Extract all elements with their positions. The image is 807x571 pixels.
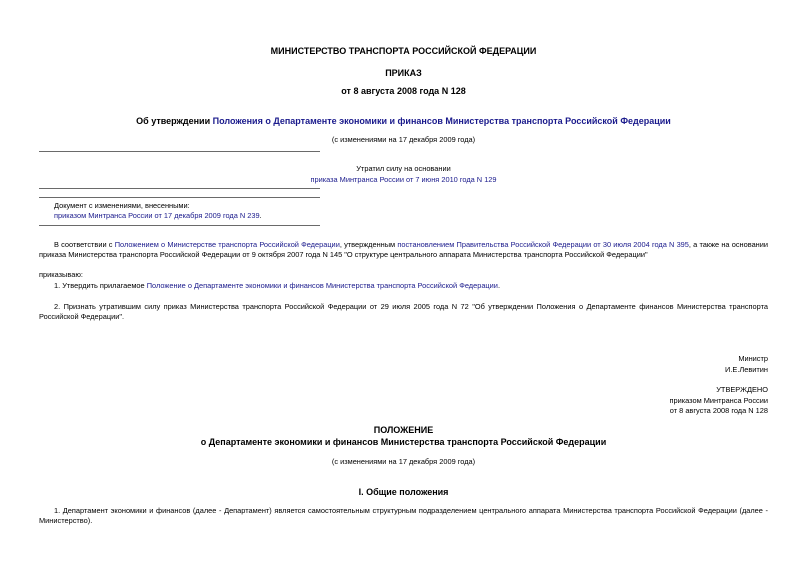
- regulation-subtitle: о Департаменте экономики и финансов Министерства транспорта Российской Федерации: [200, 437, 607, 447]
- ministry-regulation-link[interactable]: Положением о Министерстве транспорта Российской Федерации: [114, 240, 340, 249]
- divider: [39, 151, 320, 152]
- preamble-text: , а также на основании приказа Министерства транспорта Российской Федерации от 9 октября 2007 года N 145 "О структуре центрального аппарата Министерства транспорта Российской Федерации": [39, 240, 769, 259]
- preamble-text: В соответствии с: [54, 240, 115, 249]
- amendments-suffix: .: [259, 211, 262, 220]
- signature-name: И.Е.Левитин: [725, 365, 768, 374]
- repeal-label: Утратил силу на основании: [356, 164, 451, 173]
- signature-position: Министр: [738, 354, 768, 363]
- government-decree-link[interactable]: постановлением Правительства Российской Федерации от 30 июля 2004 года N 395: [397, 240, 689, 249]
- repeal-order-link[interactable]: приказа Минтранса России от 7 июня 2010 года N 129: [310, 175, 497, 184]
- order-item-2: 2. Признать утратившим силу приказ Министерства транспорта Российской Федерации от 29 июля 2005 года N 72 "Об утверждении Положения о Департаменте финансов Министерства транспорта Российской Федерации".: [39, 302, 768, 321]
- repeal-info: [0, 175, 807, 185]
- doc-changes-note: (с изменениями на 17 декабря 2009 года): [331, 135, 476, 144]
- order-item-text: .: [497, 281, 500, 290]
- approval-date: от 8 августа 2008 года N 128: [669, 406, 768, 415]
- preamble-paragraph: [39, 240, 768, 260]
- ministry-heading: МИНИСТЕРСТВО ТРАНСПОРТА РОССИЙСКОЙ ФЕДЕРАЦИИ: [270, 46, 537, 56]
- order-word: приказываю:: [39, 270, 83, 279]
- doc-title-prefix: Об утверждении: [136, 116, 213, 126]
- doc-title-link[interactable]: Положения о Департаменте экономики и финансов Министерства транспорта Российской Федерации: [212, 116, 671, 126]
- doc-title: [0, 116, 807, 126]
- amendments-info: [54, 211, 262, 221]
- divider: [39, 188, 320, 189]
- divider: [39, 225, 320, 226]
- order-item-1: [54, 281, 500, 291]
- amendments-label: Документ с изменениями, внесенными:: [54, 201, 190, 210]
- regulation-title: ПОЛОЖЕНИЕ: [373, 425, 434, 435]
- amendments-order-link[interactable]: приказом Минтранса России от 17 декабря 2009 года N 239: [54, 211, 260, 220]
- order-item-text: 1. Утвердить прилагаемое: [54, 281, 147, 290]
- regulation-changes-note: (с изменениями на 17 декабря 2009 года): [331, 457, 476, 466]
- doc-type-heading: ПРИКАЗ: [385, 68, 422, 78]
- approval-heading: УТВЕРЖДЕНО: [716, 385, 768, 394]
- doc-date-number: от 8 августа 2008 года N 128: [341, 86, 466, 96]
- section-title: I. Общие положения: [358, 487, 449, 497]
- regulation-paragraph-1: 1. Департамент экономики и финансов (далее - Департамент) является самостоятельным структурным подразделением центрального аппарата Министерства транспорта Российской Федерации (далее - Министерство).: [39, 506, 768, 525]
- preamble-text: , утвержденным: [339, 240, 398, 249]
- divider: [39, 197, 320, 198]
- approval-order: приказом Минтранса России: [669, 396, 768, 405]
- regulation-link[interactable]: Положение о Департаменте экономики и финансов Министерства транспорта Российской Федерации: [146, 281, 498, 290]
